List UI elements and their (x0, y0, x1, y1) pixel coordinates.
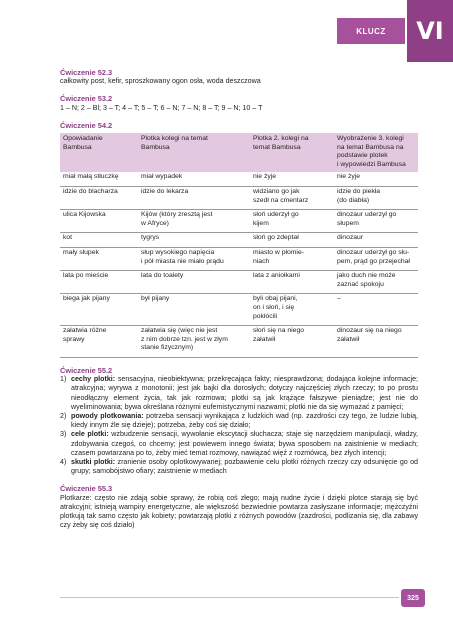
table-cell: nie żyje (250, 172, 334, 186)
list-item (60, 375, 418, 412)
table-cell: załatwia różne sprawy (60, 326, 138, 358)
table-header-cell: Plotka kolegi na temat Bambusa (138, 133, 250, 172)
exercise-52-3-answer: całkowity post, kefir, sproszkowany ogon osła, woda deszczowa (60, 77, 261, 86)
table-cell: miał małą stłuczkę (60, 172, 138, 186)
table-cell: idzie do blacharza (60, 186, 138, 209)
exercise-53-2-title: Ćwiczenie 53.2 (60, 94, 113, 104)
table-cell: dinozaur uderzył go słu- pem, prąd go przejechał (334, 247, 418, 270)
table-cell: był pijany (138, 294, 250, 326)
table-row (60, 172, 418, 186)
exercise-55-2-list (60, 375, 418, 476)
exercise-55-3-answer: Plotkarze: często nie zdają sobie sprawy, że robią coś złego; mają nudne życie i dzięki plotce starają się być atrakcyjni; istnieją wampiry energetyczne, ale większość bezwiednie powtarza zasłyszane informacje; mężczyźni plotkują tak samo często jak kobiety; powtarzają plotki z różnych powodów (zazdrości, podlizania się, dla zabawy czy żeby się coś działo) (60, 493, 418, 530)
table-cell: lata do toalety (138, 271, 250, 294)
table-row (60, 247, 418, 270)
footer-divider (60, 597, 399, 598)
exercise-54-2-table (60, 133, 418, 358)
page-number: 325 (401, 589, 425, 607)
table-row (60, 210, 418, 233)
exercise-52-3-title: Ćwiczenie 52.3 (60, 68, 113, 77)
table-cell: lata po mieście (60, 271, 138, 294)
list-item-number: 1) (60, 375, 67, 384)
table-cell: idzie do lekarza (138, 186, 250, 209)
exercise-53-2-answer: 1 – N; 2 – Bl; 3 – T; 4 – T; 5 – T; 6 – N; 7 – N; 8 – T; 9 – N; 10 – T (60, 103, 263, 112)
table-row (60, 271, 418, 294)
table-cell: ulica Kijowska (60, 210, 138, 233)
table-row (60, 186, 418, 209)
table-cell: – (334, 294, 418, 326)
list-item-number: 3) (60, 430, 67, 439)
table-header-cell: Plotka 2. kolegi na temat Bambusa (250, 133, 334, 172)
table-cell: mały słupek (60, 247, 138, 270)
exercise-55-3-title: Ćwiczenie 55.3 (60, 484, 113, 494)
table-row (60, 326, 418, 358)
table-cell: dinozaur się na niego załatwił (334, 326, 418, 358)
table-cell: słoń go zdeptał (250, 233, 334, 248)
table-row (60, 294, 418, 326)
table-cell: tygrys (138, 233, 250, 248)
table-cell: biega jak pijany (60, 294, 138, 326)
table-header-cell: Wyobrażenie 3. kolegi na temat Bambusa na podstawie plotek i wypowiedzi Bambusa (334, 133, 418, 172)
table-cell: idzie do piekła (do diabła) (334, 186, 418, 209)
table-header-row (60, 133, 418, 172)
table-cell: kot (60, 233, 138, 248)
section-label: KLUCZ (337, 18, 405, 44)
list-item-number: 4) (60, 457, 67, 466)
table-cell: lata z aniołkami (250, 271, 334, 294)
list-item-heading: cechy plotki: (71, 375, 116, 384)
chapter-number: VI (407, 0, 453, 62)
table-cell: widziano go jak szedł na cmentarz (250, 186, 334, 209)
list-item-text: potrzeba sensacji wynikająca z ludzkich wad (np. zazdrości czy tego, że ludzie lubią, kiedy innym źle się dzieje); potrzeba, żeby coś się działo; (71, 411, 420, 430)
table-cell: załatwia się (więc nie jest z nim dobrze tzn. jest w złym stanie fizycznym) (138, 326, 250, 358)
table-header-cell: Opowiadanie Bambusa (60, 133, 138, 172)
table-cell: słoń uderzył go kijem (250, 210, 334, 233)
list-item-heading: powody plotkowania: (71, 411, 144, 420)
table-cell: Kijów (który zresztą jest w Afryce) (138, 210, 250, 233)
list-item (60, 412, 418, 430)
list-item-heading: cele plotki: (71, 430, 109, 439)
main-content (60, 68, 418, 530)
table-cell: miał wypadek (138, 172, 250, 186)
table-cell: słoń się na niego załatwił (250, 326, 334, 358)
list-item (60, 430, 418, 458)
table-cell: miasto w płomie- niach (250, 247, 334, 270)
table-cell: nie żyje (334, 172, 418, 186)
table-cell: słup wysokiego napięcia i pół miasta nie miało prądu (138, 247, 250, 270)
table-cell: dinozaur (334, 233, 418, 248)
table-cell: byli obaj pijani, on i słoń, i się pokłócili (250, 294, 334, 326)
list-item-text: wzbudzenie sensacji, wywołanie ekscytacji słuchacza; staje się narzędziem manipulacji, władzy, zdobywania czegoś, co chcemy; jest powiewem innego świata; bywa sposobem na zaistnienie w mediach; czasem powtarzana po to, żeby mieć temat rozmowy, nawiązać więź z rozmówcą, bez złych intencji; (71, 430, 420, 457)
list-item-heading: skutki plotki: (71, 457, 116, 466)
list-item (60, 458, 418, 476)
list-item-text: sensacyjna, nieobiektywna; przekręcająca fakty; niesprawdzona; dodająca kolejne informacje; atrakcyjna; wyrywa z monotonii; jest jak bajki dla dorosłych; dotyczy najczęściej złych rzeczy; to po prostu nieodłączny element życia, tak jak rozmowa; plotki są jak krążące fałszywe pieniądze; jest nie do wyeliminowania; bywa określana różnymi eufemistycznymi nazwami; plotki nie da się wymazać z pamięci; (71, 375, 420, 411)
table-cell: dinozaur uderzył go słupem (334, 210, 418, 233)
table-row (60, 233, 418, 248)
list-item-number: 2) (60, 411, 67, 420)
exercise-55-2-title: Ćwiczenie 55.2 (60, 365, 113, 375)
list-item-text: zranienie osoby oplotkowywanej; pozbawienie celu plotki różnych rzeczy czy odsunięcie go od grupy; samobójstwo ofiary; zaistnienie w mediach (71, 457, 420, 476)
table-cell: jako duch nie może zaznać spokoju (334, 271, 418, 294)
exercise-54-2-title: Ćwiczenie 54.2 (60, 120, 113, 130)
